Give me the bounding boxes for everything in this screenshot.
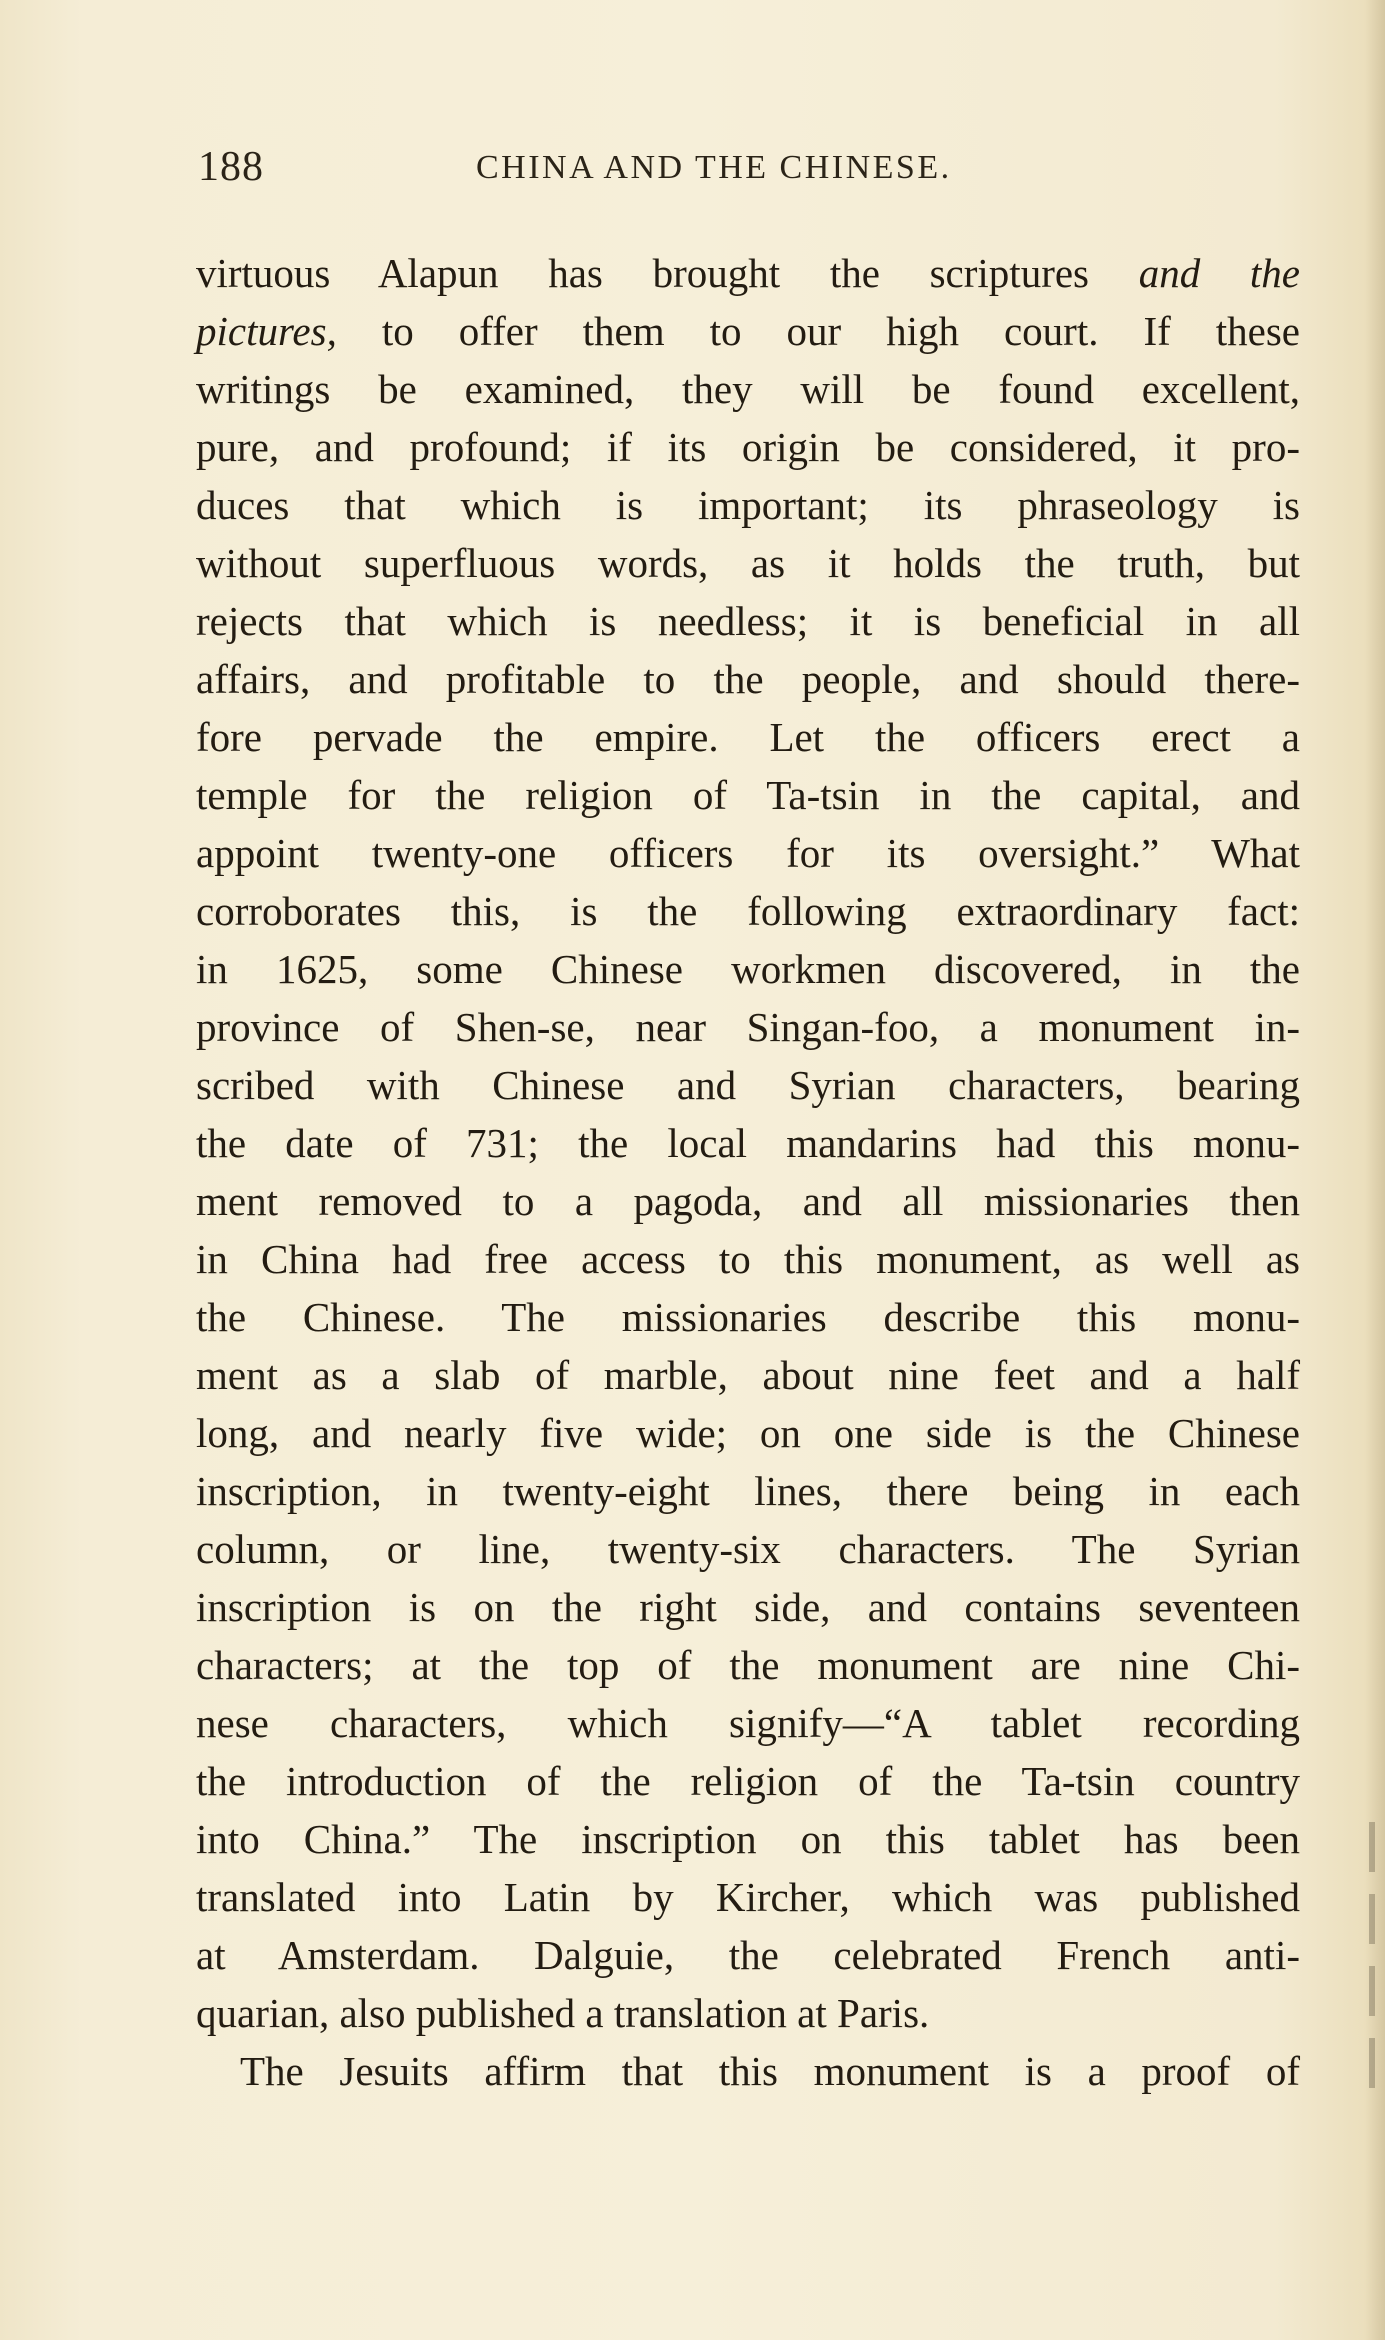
text-line: characters; at the top of the monument are nine Chi-: [196, 1642, 1300, 1688]
text-line: ment removed to a pagoda, and all missionaries then: [196, 1178, 1300, 1224]
text-line: nese characters, which signify—“A tablet recording: [196, 1700, 1300, 1746]
text-line: long, and nearly five wide; on one side is the Chinese: [196, 1410, 1300, 1456]
text-line: province of Shen-se, near Singan-foo, a monument in-: [196, 1004, 1300, 1050]
text-line: scribed with Chinese and Syrian characters, bearing: [196, 1062, 1300, 1108]
margin-marks: [1365, 1800, 1379, 2160]
page-number: 188: [198, 144, 264, 190]
body-text: [196, 244, 1300, 2100]
text-line: column, or line, twenty-six characters. The Syrian: [196, 1526, 1300, 1572]
text-line: pure, and profound; if its origin be considered, it pro-: [196, 424, 1300, 470]
text-line: the date of 731; the local mandarins had this monu-: [196, 1120, 1300, 1166]
text-line: appoint twenty-one officers for its oversight.” What: [196, 830, 1300, 876]
text-line: fore pervade the empire. Let the officers erect a: [196, 714, 1300, 760]
text-line: translated into Latin by Kircher, which was published: [196, 1874, 1300, 1920]
text-line: duces that which is important; its phraseology is: [196, 482, 1300, 528]
text-line: in China had free access to this monument, as well as: [196, 1236, 1300, 1282]
text-line: without superfluous words, as it holds the truth, but: [196, 540, 1300, 586]
running-title: CHINA AND THE CHINESE.: [476, 149, 952, 186]
text-line: inscription, in twenty-eight lines, there being in each: [196, 1468, 1300, 1514]
text-line: the introduction of the religion of the Ta-tsin country: [196, 1758, 1300, 1804]
paragraph-start-line: The Jesuits affirm that this monument is a proof of: [240, 2048, 1300, 2094]
text-line: inscription is on the right side, and contains seventeen: [196, 1584, 1300, 1630]
text-line: affairs, and profitable to the people, and should there-: [196, 656, 1300, 702]
text-line: temple for the religion of Ta-tsin in the capital, and: [196, 772, 1300, 818]
text-line: virtuous Alapun has brought the scriptures and the: [196, 250, 1301, 296]
text-line: ment as a slab of marble, about nine feet and a half: [196, 1352, 1300, 1398]
italic-text: pictures,: [196, 308, 337, 354]
margin-mark: [1369, 2038, 1375, 2088]
text-line: writings be examined, they will be found excellent,: [196, 366, 1300, 412]
text-line: at Amsterdam. Dalguie, the celebrated French anti-: [196, 1932, 1300, 1978]
text-line: into China.” The inscription on this tablet has been: [196, 1816, 1300, 1862]
margin-mark: [1369, 1966, 1375, 2016]
margin-mark: [1369, 1822, 1375, 1872]
text-line: the Chinese. The missionaries describe this monu-: [196, 1294, 1300, 1340]
running-header: [198, 143, 1198, 203]
text-line: corroborates this, is the following extraordinary fact:: [196, 888, 1300, 934]
text-line: rejects that which is needless; it is beneficial in all: [196, 598, 1300, 644]
text-line: in 1625, some Chinese workmen discovered, in the: [196, 946, 1300, 992]
paragraph-end-line: quarian, also published a translation at Paris.: [196, 1990, 930, 2036]
margin-mark: [1369, 1894, 1375, 1944]
italic-text: and the: [1138, 250, 1301, 296]
text-line: pictures, to offer them to our high court. If these: [196, 308, 1301, 354]
